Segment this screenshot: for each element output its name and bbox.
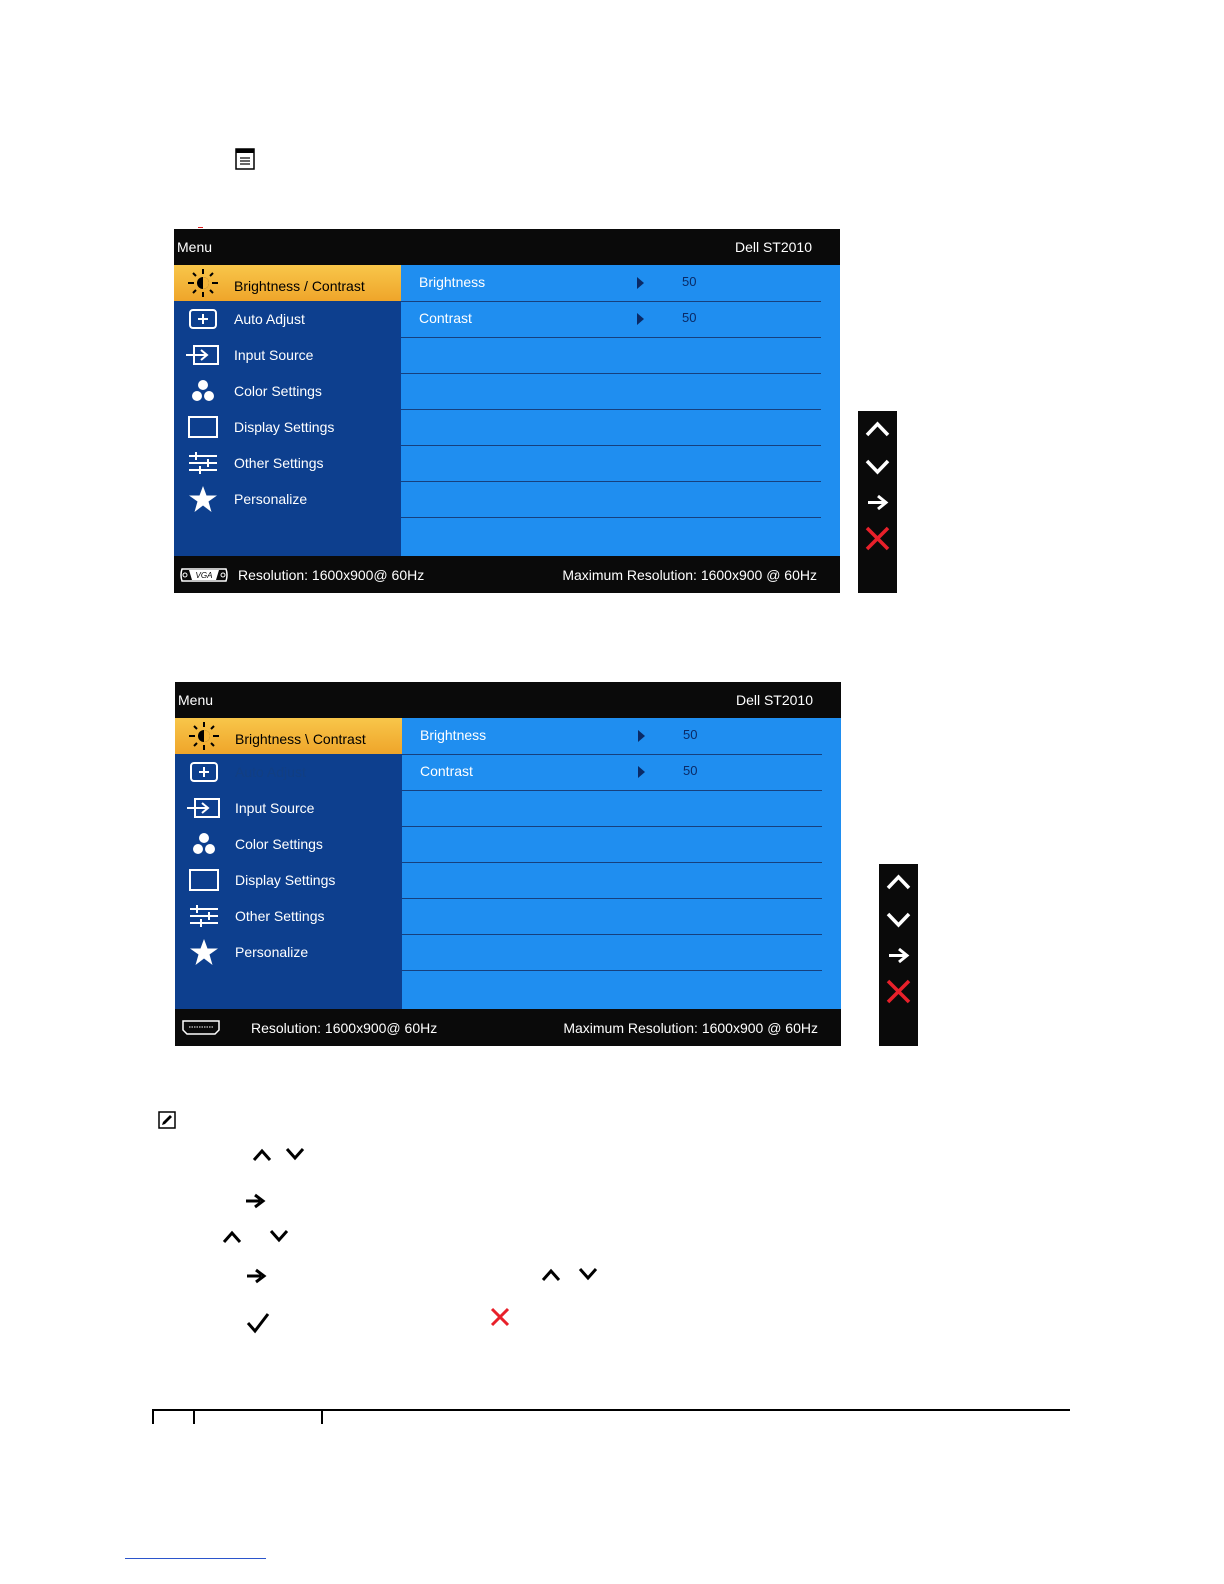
submenu-row-empty bbox=[402, 934, 822, 971]
down-arrow-icon bbox=[268, 1227, 290, 1245]
brightness-icon bbox=[186, 269, 220, 297]
submenu-row-brightness[interactable]: Brightness 50 bbox=[402, 718, 822, 755]
osd-title: Menu bbox=[178, 692, 214, 708]
play-arrow-icon bbox=[638, 730, 645, 742]
current-resolution: Resolution: 1600x900@ 60Hz bbox=[238, 567, 425, 583]
up-arrow-icon[interactable] bbox=[884, 868, 913, 897]
menu-item-brightness-contrast[interactable]: Brightness \ Contrast bbox=[175, 718, 402, 754]
osd-nav-strip bbox=[858, 411, 897, 593]
other-settings-icon bbox=[186, 449, 220, 477]
osd-main-menu bbox=[174, 265, 401, 556]
play-arrow-icon bbox=[638, 766, 645, 778]
color-settings-icon bbox=[187, 830, 221, 858]
svg-text:VGA: VGA bbox=[195, 571, 213, 580]
menu-item-display-settings[interactable]: Display Settings bbox=[174, 409, 401, 445]
table-column-divider bbox=[152, 1409, 154, 1424]
table-top-rule bbox=[152, 1409, 1070, 1411]
menu-item-color-settings[interactable]: Color Settings bbox=[174, 373, 401, 409]
submenu-row-empty bbox=[402, 898, 822, 935]
osd-footer bbox=[175, 1009, 841, 1046]
menu-item-input-source[interactable]: Input Source bbox=[175, 790, 402, 826]
menu-item-brightness-contrast[interactable]: Brightness / Contrast bbox=[174, 265, 401, 301]
checkmark-icon bbox=[245, 1311, 271, 1335]
exit-x-icon[interactable] bbox=[863, 524, 892, 553]
input-source-icon bbox=[187, 794, 221, 822]
star-icon bbox=[186, 485, 220, 513]
link-underline[interactable] bbox=[125, 1558, 266, 1559]
exit-x-icon bbox=[489, 1306, 511, 1328]
menu-item-color-settings[interactable]: Color Settings bbox=[175, 826, 402, 862]
exit-x-icon[interactable] bbox=[884, 977, 913, 1006]
down-arrow-icon bbox=[577, 1265, 599, 1283]
osd-main-menu bbox=[175, 718, 402, 1009]
osd-title: Menu bbox=[177, 239, 213, 255]
up-arrow-icon bbox=[251, 1146, 273, 1164]
osd-model: Dell ST2010 bbox=[734, 239, 812, 255]
table-column-divider bbox=[193, 1409, 195, 1424]
menu-item-other-settings[interactable]: Other Settings bbox=[175, 898, 402, 934]
star-icon bbox=[187, 938, 221, 966]
play-arrow-icon bbox=[637, 277, 644, 289]
submenu-row-brightness[interactable]: Brightness 50 bbox=[401, 265, 821, 302]
submenu-row-empty bbox=[402, 826, 822, 863]
display-settings-icon bbox=[187, 866, 221, 894]
submenu-row-empty bbox=[401, 481, 821, 518]
menu-button-icon bbox=[235, 148, 255, 170]
submenu-row-contrast[interactable]: Contrast 50 bbox=[402, 754, 822, 791]
max-resolution: Maximum Resolution: 1600x900 @ 60Hz bbox=[563, 1020, 818, 1036]
max-resolution: Maximum Resolution: 1600x900 @ 60Hz bbox=[562, 567, 817, 583]
osd-header bbox=[175, 682, 841, 718]
osd-menu-dvi bbox=[175, 682, 841, 1046]
display-settings-icon bbox=[186, 413, 220, 441]
up-arrow-icon bbox=[540, 1266, 562, 1284]
color-settings-icon bbox=[186, 377, 220, 405]
submenu-row-empty bbox=[402, 790, 822, 827]
down-arrow-icon[interactable] bbox=[884, 905, 913, 934]
submenu-row-empty bbox=[401, 445, 821, 482]
right-arrow-icon[interactable] bbox=[863, 488, 892, 517]
menu-item-input-source[interactable]: Input Source bbox=[174, 337, 401, 373]
table-column-divider bbox=[321, 1409, 323, 1424]
right-arrow-icon bbox=[245, 1267, 267, 1285]
osd-nav-strip bbox=[879, 864, 918, 1046]
osd-model: Dell ST2010 bbox=[735, 692, 813, 708]
osd-submenu bbox=[401, 265, 840, 556]
vga-connector-icon bbox=[179, 565, 229, 585]
auto-adjust-icon bbox=[187, 758, 221, 786]
down-arrow-icon bbox=[284, 1145, 306, 1163]
input-source-icon bbox=[186, 341, 220, 369]
submenu-row-empty bbox=[401, 337, 821, 374]
menu-item-personalize[interactable]: Personalize bbox=[175, 934, 402, 970]
play-arrow-icon bbox=[637, 313, 644, 325]
menu-item-auto-adjust[interactable]: Auto Adjust bbox=[174, 301, 401, 337]
up-arrow-icon[interactable] bbox=[863, 415, 892, 444]
submenu-row-contrast[interactable]: Contrast 50 bbox=[401, 301, 821, 338]
current-resolution: Resolution: 1600x900@ 60Hz bbox=[251, 1020, 438, 1036]
brightness-icon bbox=[187, 722, 221, 750]
menu-item-auto-adjust: Auto Adjust bbox=[175, 754, 402, 790]
osd-header bbox=[174, 229, 840, 265]
menu-item-other-settings[interactable]: Other Settings bbox=[174, 445, 401, 481]
osd-footer bbox=[174, 556, 840, 593]
auto-adjust-icon bbox=[186, 305, 220, 333]
osd-submenu bbox=[402, 718, 841, 1009]
submenu-row-empty bbox=[402, 862, 822, 899]
note-pencil-icon bbox=[158, 1111, 176, 1129]
up-arrow-icon bbox=[221, 1228, 243, 1246]
down-arrow-icon[interactable] bbox=[863, 452, 892, 481]
red-mark bbox=[198, 227, 203, 228]
osd-menu-vga bbox=[174, 229, 840, 593]
menu-item-personalize[interactable]: Personalize bbox=[174, 481, 401, 517]
submenu-row-empty bbox=[401, 409, 821, 446]
menu-item-display-settings[interactable]: Display Settings bbox=[175, 862, 402, 898]
right-arrow-icon bbox=[244, 1192, 266, 1210]
submenu-row-empty bbox=[401, 373, 821, 410]
right-arrow-icon[interactable] bbox=[884, 941, 913, 970]
other-settings-icon bbox=[187, 902, 221, 930]
dvi-connector-icon bbox=[180, 1018, 222, 1036]
